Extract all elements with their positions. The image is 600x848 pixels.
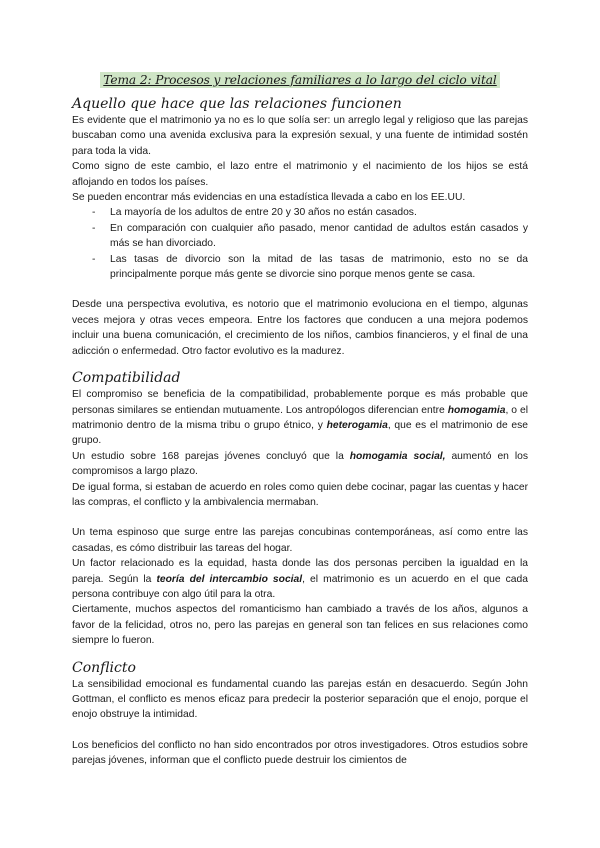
title-wrapper — [72, 0, 528, 89]
bullet-list — [72, 205, 528, 282]
paragraph: Ciertamente, muchos aspectos del romanticismo han cambiado a través de los años, algunos a favor de la felicidad, otros no, pero las parejas en general son tan felices en sus relaciones como siempre lo fueron. — [72, 604, 528, 647]
paragraph: Como signo de este cambio, el lazo entre el matrimonio y el nacimiento de los hijos se está aflojando en todos los países. — [72, 161, 528, 188]
paragraph: Un factor relacionado es la equidad, hasta donde las dos personas perciben la igualdad en la pareja. Según la teoría del intercambio social, el matrimonio es un acuerdo en el que cada persona contribuye con algo útil para la otra. — [72, 558, 528, 600]
paragraph: Un estudio sobre 168 parejas jóvenes concluyó que la homogamia social, aumentó en los compromisos a largo plazo. — [72, 450, 528, 478]
document-title: Tema 2: Procesos y relaciones familiares a lo largo del ciclo vital — [100, 72, 499, 88]
paragraph: El compromiso se beneficia de la compatibilidad, probablemente porque es más probable que personas similares se entiendan mutuamente. Los antropólogos diferencian entre homogamia, o el matrimonio dentro de la misma tribu o grupo étnico, y heterogamia, que es el matrimonio de ese grupo. — [72, 389, 528, 447]
list-item: - En comparación con cualquier año pasado, menor cantidad de adultos están casados y más se han divorciado. — [92, 221, 528, 252]
paragraph: Desde una perspectiva evolutiva, es notorio que el matrimonio evoluciona en el tiempo, algunas veces mejora y otras veces empeora. Entre los factores que conducen a una mejora podemos incluir una buena comunicación, el crecimiento de los niños, cambios financieros, y el final de una adicción o enfermedad. Otro factor evolutivo es la madurez. — [72, 299, 528, 357]
paragraph: La sensibilidad emocional es fundamental cuando las parejas están en desacuerdo. Según John Gottman, el conflicto es menos eficaz para predecir la posterior separación que el enojo, porque el enojo obstruye la intimidad. — [72, 678, 528, 721]
list-item: - La mayoría de los adultos de entre 20 y 30 años no están casados. — [92, 205, 528, 220]
term-teoria-intercambio-social: teoría del intercambio social — [156, 573, 303, 585]
term-heterogamia: heterogamia — [326, 419, 388, 431]
section-heading-compatibilidad: Compatibilidad — [72, 370, 181, 387]
paragraph: Es evidente que el matrimonio ya no es lo que solía ser: un arreglo legal y religioso que las parejas buscaban como una avenida exclusiva para la expresión sexual, y una fuente de intimidad sostén para toda la vida. — [72, 115, 528, 157]
paragraph: Los beneficios del conflicto no han sido encontrados por otros investigadores. Otros estudios sobre parejas jóvenes, informan que el conflicto puede destruir los cimientos de — [72, 739, 528, 767]
paragraph: De igual forma, si estaban de acuerdo en roles como quien debe cocinar, pagar las cuentas y hacer las compras, el conflicto y la ambivalencia mermaban. — [72, 481, 528, 508]
term-homogamia: homogamia — [447, 404, 506, 416]
section-heading-relaciones: Aquello que hace que las relaciones funcionen — [72, 96, 402, 112]
list-item: - Las tasas de divorcio son la mitad de las tasas de matrimonio, esto no se da principalmente porque más gente se divorcie sino porque menos gente se casa. — [92, 252, 528, 283]
term-homogamia-social: homogamia social, — [349, 450, 446, 462]
section-heading-conflicto: Conflicto — [72, 659, 136, 676]
paragraph: Se pueden encontrar más evidencias en una estadística llevada a cabo en los EE.UU. — [72, 192, 466, 204]
paragraph: Un tema espinoso que surge entre las parejas concubinas contemporáneas, así como entre las casadas, es cómo distribuir las tareas del hogar. — [72, 527, 528, 554]
